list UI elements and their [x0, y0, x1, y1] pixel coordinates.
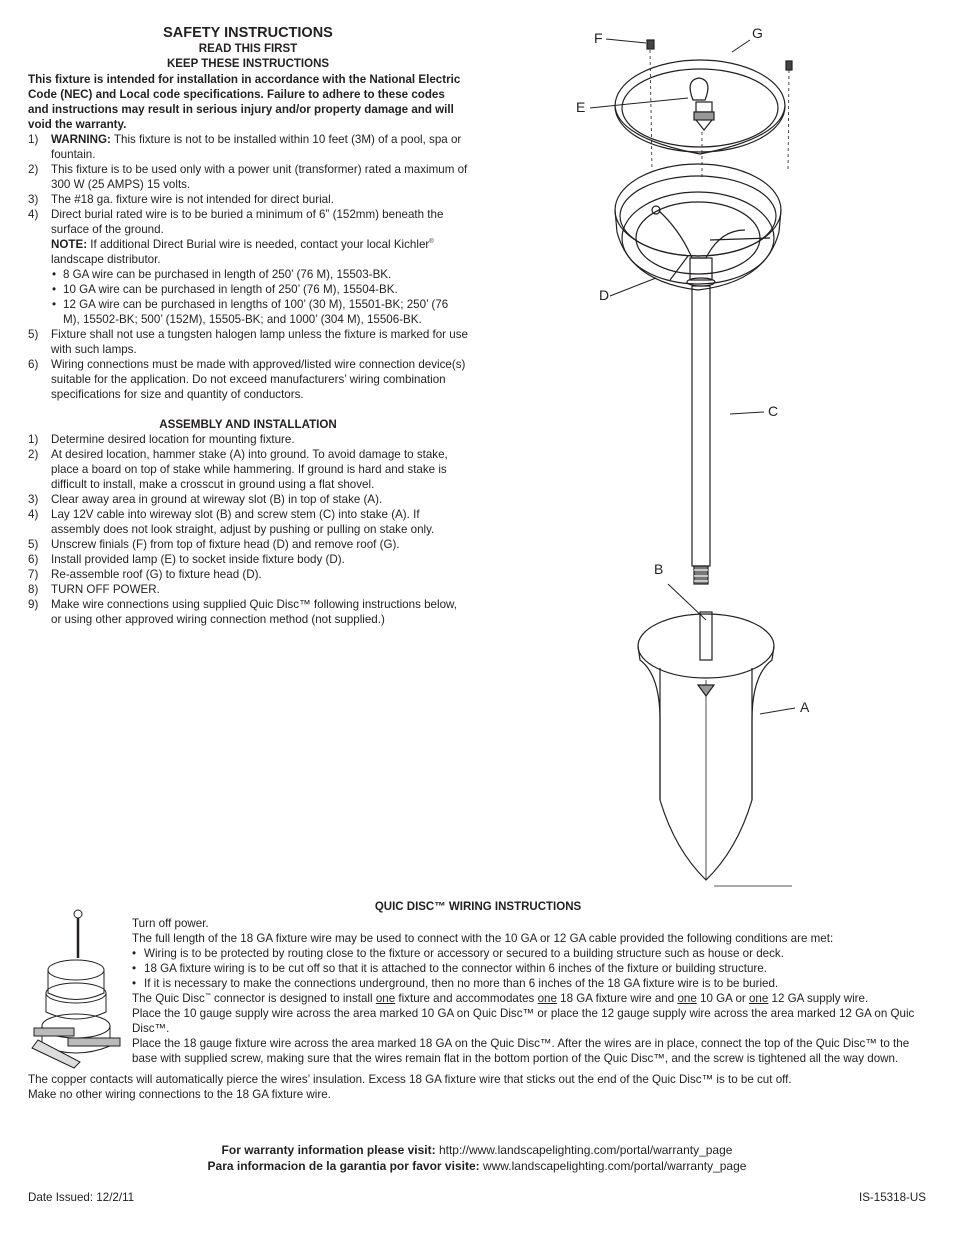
document-code: IS-15318-US — [858, 1191, 926, 1204]
roof — [615, 60, 785, 154]
list-item: 8) TURN OFF POWER. — [28, 583, 160, 596]
list-item: 4) Direct burial rated wire is to be buried a minimum of 6” (152mm) beneath the surface of the ground. — [28, 208, 444, 236]
list-item: • If it is necessary to make the connections underground, then no more than 6 inches of the 18 GA fixture wire is to be buried. — [132, 976, 928, 991]
list-item: • 18 GA fixture wiring is to be cut off so that it is attached to the connector within 6 inches of the fixture or building structure. — [132, 961, 928, 976]
list-item: • 8 GA wire can be purchased in length of 250’ (76 M), 15503-BK. — [51, 267, 468, 282]
label-e: E — [576, 99, 586, 115]
wire-bullets — [28, 267, 468, 327]
fixture-head — [615, 164, 781, 290]
safety-section — [28, 24, 468, 627]
stake — [638, 612, 792, 886]
wiring-title: QUIC DISC™ WIRING INSTRUCTIONS — [374, 901, 582, 913]
wiring-bullets — [132, 946, 928, 991]
label-f: F — [594, 30, 603, 46]
list-item: 1) Determine desired location for mounting fixture. — [28, 433, 295, 446]
lamp-icon — [690, 78, 714, 130]
fixture-exploded-diagram — [580, 20, 840, 900]
date-issued: Date Issued: 12/2/11 — [28, 1191, 135, 1204]
assembly-list — [28, 432, 468, 627]
warranty-link-es[interactable]: www.landscapelighting.com/portal/warranty_page — [482, 1159, 747, 1173]
assembly-title: ASSEMBLY AND INSTALLATION — [159, 418, 337, 431]
finial-icon — [647, 40, 792, 70]
list-item: 2) This fixture is to be used only with a power unit (transformer) rated a maximum of 300 W (25 AMPS) 15 volts. — [28, 163, 468, 191]
label-a: A — [800, 699, 810, 715]
note: NOTE: If additional Direct Burial wire is needed, contact your local Kichler® landscape distributor. — [51, 238, 434, 266]
list-item: 1) WARNING: This fixture is not to be installed within 10 feet (3M) of a pool, spa or fountain. — [28, 133, 462, 161]
warranty-link[interactable]: http://www.landscapelighting.com/portal/warranty_page — [438, 1143, 733, 1157]
list-item: 7) Re-assemble roof (G) to fixture head (D). — [28, 568, 262, 581]
list-item: • Wiring is to be protected by routing close to the fixture or accessory or secured to a building structure such as house or deck. — [132, 946, 928, 961]
label-g: G — [752, 25, 763, 41]
safety-title: SAFETY INSTRUCTIONS — [163, 25, 333, 41]
safety-list-2 — [28, 327, 468, 402]
list-item: 4) Lay 12V cable into wireway slot (B) and screw stem (C) into stake (A). If assembly does not look straight, adjust by pushing or pulling on stake only. — [28, 508, 435, 536]
label-b: B — [654, 561, 664, 577]
list-item: 6) Wiring connections must be made with approved/listed wire connection device(s) suitable for the application. Do not exceed manufacturers’ wiring combination specifications for size and quantity of conductors. — [28, 358, 466, 401]
quic-disc-icon — [28, 908, 128, 1078]
read-first: READ THIS FIRST — [198, 43, 298, 55]
stem — [692, 286, 710, 584]
wiring-section: QUIC DISC™ WIRING INSTRUCTIONS Turn off power. The full length of the 18 GA fixture wire may be used to connect with the 10 GA or 12 GA cable provided the following conditions are met: • Wiring is to be protected by routing close to the fixture or accessory or secured to a building structure such as house or deck. • 18 GA fixture wiring is to be cut off so that it is attached to the connector within 6 inches of the fixture or building structure. • If it is necessary to make the connections underground, then no more than 6 inches of the 18 GA fixture wire is to be buried. The Quic Disc™ connector is designed to install one fixture and accommodates one 18 GA fixture wire and one 10 GA or one 12 GA supply wire. Place the 10 gauge supply wire across the area marked 10 GA on Quic Disc™ or place the 12 gauge supply wire across the area marked 12 GA on Quic Disc™. Place the 18 gauge fixture wire across the area marked 18 GA on the Quic Disc™. After the wires are in place, connect the top of the Quic Disc™ to the base with supplied screw, making sure that the wires remain flat in the bottom portion of the Quic Disc™, and the screw is tightened all the way down. The copper contacts will automatically pierce the wires’ insulation. Excess 18 GA fixture wire that sticks out the end of the Quic Disc™ is to be cut off. Make no other wiring connections to the 18 GA fixture wire. — [28, 900, 928, 915]
list-item: 3) The #18 ga. fixture wire is not intended for direct burial. — [28, 193, 334, 206]
list-item: 5) Unscrew finials (F) from top of fixture head (D) and remove roof (G). — [28, 538, 400, 551]
keep-instructions: KEEP THESE INSTRUCTIONS — [166, 58, 330, 70]
label-c: C — [768, 403, 779, 419]
guide-lines — [650, 50, 789, 180]
list-item: 2) At desired location, hammer stake (A) into ground. To avoid damage to stake, place a board on top of stake while hammering. If ground is hard and stake is difficult to install, make a crosscut in ground using a flat shovel. — [28, 448, 448, 491]
warranty-info: For warranty information please visit: http://www.landscapelighting.com/portal/warranty_page Para informacion de la garantia por favor visite: www.landscapelighting.com/portal/warranty_page — [207, 1143, 747, 1173]
list-item: • 10 GA wire can be purchased in length of 250’ (76 M), 15504-BK. — [51, 282, 468, 297]
safety-list — [28, 132, 468, 237]
list-item: • 12 GA wire can be purchased in lengths of 100’ (30 M), 15501-BK; 250’ (76 M), 15502-BK; 500’ (152M), 15505-BK; and 1000’ (304 M), 15506-BK. — [51, 297, 468, 327]
wiring-text: Turn off power. The full length of the 18 GA fixture wire may be used to connect with the 10 GA or 12 GA cable provided the following conditions are met: • Wiring is to be protected by routing close to the fixture or accessory or secured to a building structure such as house or deck. • 18 GA fixture wiring is to be cut off so that it is attached to the connector within 6 inches of the fixture or building structure. • If it is necessary to make the connections underground, then no more than 6 inches of the 18 GA fixture wire is to be buried. The Quic Disc™ connector is designed to install one fixture and accommodates one 18 GA fixture wire and one 10 GA or one 12 GA supply wire. Place the 10 gauge supply wire across the area marked 10 GA on Quic Disc™ or place the 12 gauge supply wire across the area marked 12 GA on Quic Disc™. Place the 18 gauge fixture wire across the area marked 18 GA on the Quic Disc™. After the wires are in place, connect the top of the Quic Disc™ to the base with supplied screw, making sure that the wires remain flat in the bottom portion of the Quic Disc™, and the screw is tightened all the way down. — [132, 916, 928, 1066]
list-item: 3) Clear away area in ground at wireway slot (B) in top of stake (A). — [28, 493, 383, 506]
safety-intro: This fixture is intended for installation in accordance with the National Electric Code (NEC) and Local code specifications. Failure to adhere to these codes and instructions may result in serious injury and/or property damage and will void the warranty. — [28, 73, 461, 131]
list-item: 9) Make wire connections using supplied Quic Disc™ following instructions below, or using other approved wiring connection method (not supplied.) — [28, 598, 457, 626]
list-item: 6) Install provided lamp (E) to socket inside fixture body (D). — [28, 553, 345, 566]
label-d: D — [599, 287, 610, 303]
list-item: 5) Fixture shall not use a tungsten halogen lamp unless the fixture is marked for use with such lamps. — [28, 328, 468, 356]
